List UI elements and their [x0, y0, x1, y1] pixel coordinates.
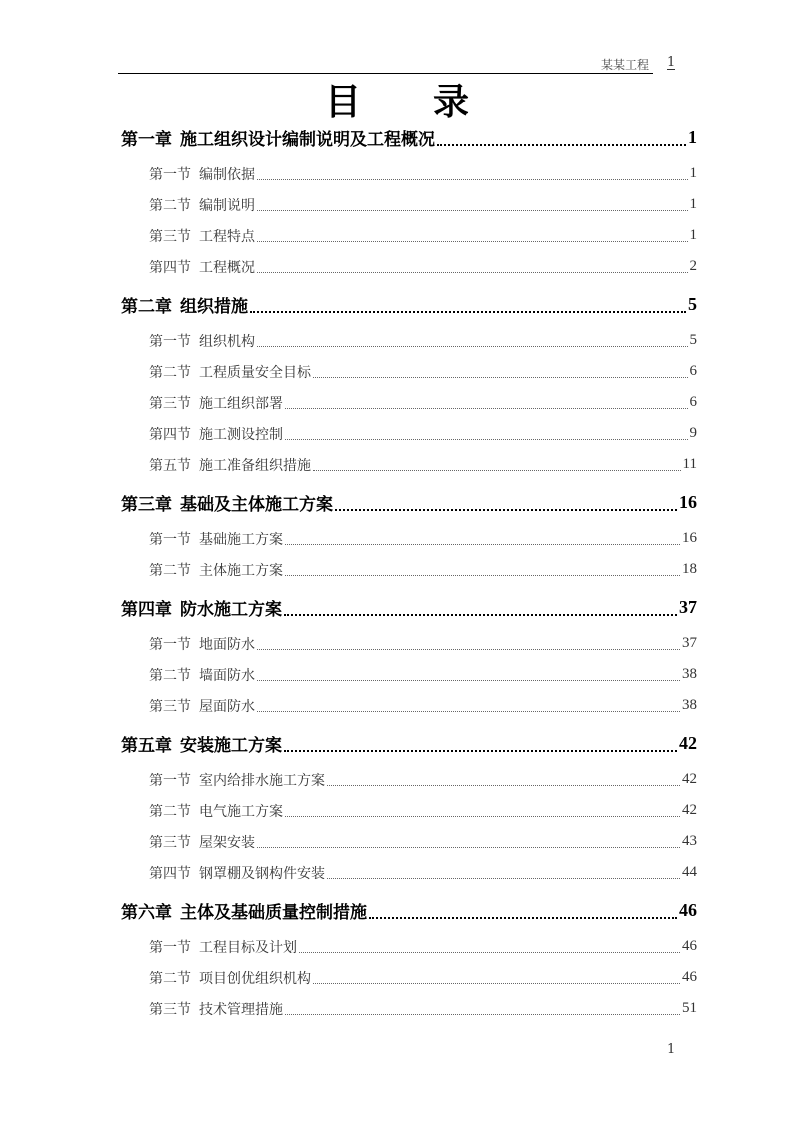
toc-chapter-num: 第四章 [121, 600, 172, 620]
toc-section-page: 37 [682, 635, 697, 651]
toc-section[interactable] [121, 220, 697, 251]
footer-page-number: 1 [667, 1042, 676, 1057]
toc-section-page: 42 [682, 802, 697, 818]
toc-chapter-page: 16 [679, 492, 697, 512]
toc-section-label: 屋面防水 [199, 698, 255, 715]
toc-section-page: 2 [689, 258, 697, 274]
toc-section[interactable] [121, 764, 697, 795]
dot-leader [369, 917, 677, 919]
toc-section-num: 第五节 [149, 457, 191, 474]
toc-section-page: 18 [682, 561, 697, 577]
toc-section-label: 工程质量安全目标 [199, 364, 311, 381]
toc-section-page: 38 [682, 697, 697, 713]
toc-section-label: 技术管理措施 [199, 1001, 283, 1018]
toc-section-label: 施工组织部署 [199, 395, 283, 412]
toc-section-num: 第三节 [149, 698, 191, 715]
toc-chapter[interactable] [121, 585, 697, 628]
toc-chapter-num: 第五章 [121, 736, 172, 756]
toc-section[interactable] [121, 189, 697, 220]
toc-section[interactable] [121, 418, 697, 449]
toc-section-label: 施工准备组织措施 [199, 457, 311, 474]
toc-section-num: 第一节 [149, 166, 191, 183]
dot-leader [284, 614, 677, 616]
toc-section-num: 第一节 [149, 333, 191, 350]
dot-leader [257, 847, 680, 848]
toc-chapter-page: 42 [679, 733, 697, 753]
toc-section-num: 第三节 [149, 395, 191, 412]
toc-chapter-num: 第三章 [121, 495, 172, 515]
toc-chapter-num: 第二章 [121, 297, 172, 317]
dot-leader [285, 439, 688, 440]
toc-section[interactable] [121, 826, 697, 857]
toc-section-page: 6 [689, 394, 697, 410]
toc-section-num: 第四节 [149, 426, 191, 443]
toc-chapter-num: 第六章 [121, 903, 172, 923]
dot-leader [284, 750, 677, 752]
toc-section-num: 第四节 [149, 865, 191, 882]
toc-section-num: 第二节 [149, 562, 191, 579]
toc-title-right: 录 [433, 82, 470, 123]
toc-section-num: 第一节 [149, 939, 191, 956]
toc-section[interactable] [121, 449, 697, 480]
toc-chapter[interactable] [121, 888, 697, 931]
dot-leader [313, 377, 688, 378]
toc-chapter-label: 防水施工方案 [180, 600, 282, 620]
toc-section-label: 工程概况 [199, 259, 255, 276]
toc-section[interactable] [121, 795, 697, 826]
toc-section-label: 室内给排水施工方案 [199, 772, 325, 789]
toc-section-page: 43 [682, 833, 697, 849]
toc-section-page: 1 [689, 165, 697, 181]
toc-chapter-page: 1 [688, 127, 697, 147]
toc-section-num: 第三节 [149, 834, 191, 851]
dot-leader [250, 311, 686, 313]
toc-section-label: 屋架安装 [199, 834, 255, 851]
toc-chapter-num: 第一章 [121, 130, 172, 150]
dot-leader [299, 952, 680, 953]
dot-leader [257, 346, 688, 347]
toc-chapter-label: 施工组织设计编制说明及工程概况 [180, 130, 435, 150]
dot-leader [313, 470, 681, 471]
toc-chapter-page: 46 [679, 900, 697, 920]
header-title: 某某工程 [600, 58, 649, 72]
toc-chapter-label: 主体及基础质量控制措施 [180, 903, 367, 923]
dot-leader [285, 1014, 680, 1015]
dot-leader [257, 649, 680, 650]
dot-leader [285, 408, 688, 409]
toc-section-label: 地面防水 [199, 636, 255, 653]
toc-chapter-page: 37 [679, 597, 697, 617]
toc-section-label: 基础施工方案 [199, 531, 283, 548]
toc-chapter-label: 基础及主体施工方案 [180, 495, 333, 515]
dot-leader [285, 816, 680, 817]
dot-leader [285, 544, 680, 545]
toc-section-num: 第二节 [149, 803, 191, 820]
toc-chapter[interactable] [121, 721, 697, 764]
toc-section-label: 施工测设控制 [199, 426, 283, 443]
dot-leader [327, 785, 680, 786]
toc-section[interactable] [121, 356, 697, 387]
toc-section[interactable] [121, 931, 697, 962]
toc-section-num: 第一节 [149, 531, 191, 548]
page-header [118, 52, 653, 74]
toc-chapter[interactable] [121, 115, 697, 158]
toc-section-page: 38 [682, 666, 697, 682]
toc-section-label: 项目创优组织机构 [199, 970, 311, 987]
toc-section[interactable] [121, 523, 697, 554]
toc-section-label: 钢罩棚及钢构件安装 [199, 865, 325, 882]
toc-section[interactable] [121, 554, 697, 585]
toc-section-label: 组织机构 [199, 333, 255, 350]
dot-leader [335, 509, 677, 511]
dot-leader [437, 144, 686, 146]
dot-leader [257, 179, 688, 180]
toc-section-page: 44 [682, 864, 697, 880]
toc-section-page: 1 [689, 227, 697, 243]
toc-section-page: 11 [682, 456, 697, 472]
toc-section[interactable] [121, 387, 697, 418]
toc-title-left: 目 [324, 82, 361, 123]
toc-section-page: 46 [682, 969, 697, 985]
dot-leader [257, 210, 688, 211]
toc-section-label: 电气施工方案 [199, 803, 283, 820]
toc-section[interactable] [121, 962, 697, 993]
toc-section[interactable] [121, 857, 697, 888]
toc-section-page: 16 [682, 530, 697, 546]
toc-section-num: 第二节 [149, 197, 191, 214]
toc-section-num: 第三节 [149, 1001, 191, 1018]
toc-section-page: 51 [682, 1000, 697, 1016]
toc-chapter-label: 组织措施 [180, 297, 248, 317]
toc-section-label: 主体施工方案 [199, 562, 283, 579]
toc-section-label: 工程目标及计划 [199, 939, 297, 956]
toc-section[interactable] [121, 158, 697, 189]
toc-section[interactable] [121, 325, 697, 356]
toc-chapter[interactable] [121, 480, 697, 523]
toc-section-num: 第二节 [149, 667, 191, 684]
toc-section[interactable] [121, 659, 697, 690]
toc-section[interactable] [121, 690, 697, 721]
toc-section-page: 5 [689, 332, 697, 348]
toc-section-label: 工程特点 [199, 228, 255, 245]
dot-leader [327, 878, 680, 879]
toc-chapter[interactable] [121, 282, 697, 325]
toc-section-page: 42 [682, 771, 697, 787]
toc-section-num: 第二节 [149, 970, 191, 987]
toc-section-page: 1 [689, 196, 697, 212]
toc-section-page: 6 [689, 363, 697, 379]
toc-section[interactable] [121, 251, 697, 282]
toc-section-label: 墙面防水 [199, 667, 255, 684]
toc-section-label: 编制说明 [199, 197, 255, 214]
dot-leader [285, 575, 680, 576]
table-of-contents [121, 115, 697, 1024]
dot-leader [257, 680, 680, 681]
toc-section[interactable] [121, 993, 697, 1024]
toc-chapter-label: 安装施工方案 [180, 736, 282, 756]
dot-leader [257, 272, 688, 273]
toc-section-num: 第一节 [149, 772, 191, 789]
toc-section-num: 第三节 [149, 228, 191, 245]
toc-section-num: 第四节 [149, 259, 191, 276]
toc-section-num: 第一节 [149, 636, 191, 653]
toc-section[interactable] [121, 628, 697, 659]
toc-section-num: 第二节 [149, 364, 191, 381]
toc-chapter-page: 5 [688, 294, 697, 314]
dot-leader [257, 711, 680, 712]
header-page-number: 1 [667, 55, 676, 70]
toc-section-page: 46 [682, 938, 697, 954]
toc-section-label: 编制依据 [199, 166, 255, 183]
dot-leader [313, 983, 680, 984]
toc-section-page: 9 [689, 425, 697, 441]
dot-leader [257, 241, 688, 242]
